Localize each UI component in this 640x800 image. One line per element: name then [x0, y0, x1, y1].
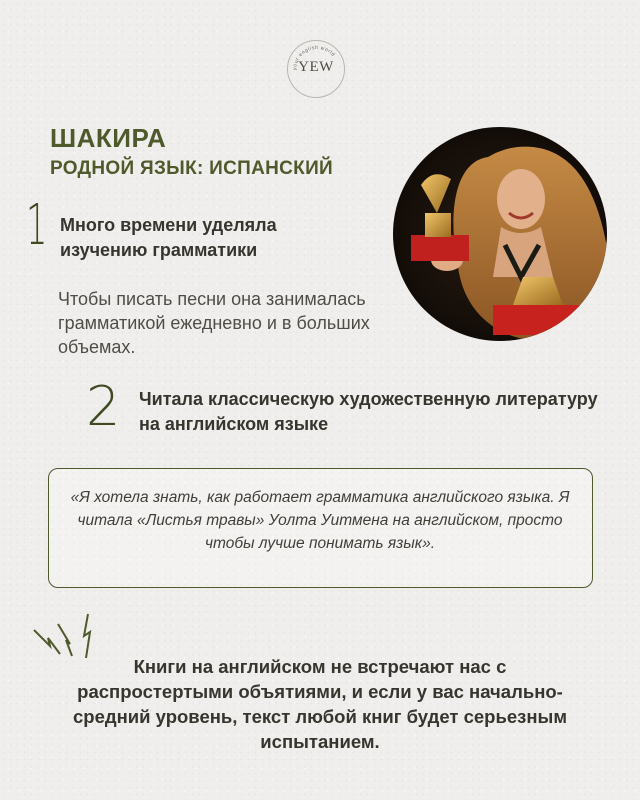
page-subtitle: РОДНОЙ ЯЗЫК: ИСПАНСКИЙ [50, 158, 333, 179]
portrait-illustration [393, 127, 607, 341]
quote-text: «Я хотела знать, как работает грамматика английского языка. Я читала «Листья травы» Уолта Уитмена на английском, просто чтобы лучше понимать язык». [70, 489, 570, 552]
point-1-heading: Много времени уделяла изучению грамматики [60, 215, 277, 260]
logo-mark: YEW [298, 59, 334, 75]
brand-logo [287, 40, 345, 98]
point-number-1: 1 [26, 193, 48, 258]
point-1-body: Чтобы писать песни она занималась грамматикой ежедневно и в больших объемах. [58, 289, 370, 357]
point-number-2: 2 [86, 375, 121, 438]
portrait-photo [393, 127, 607, 341]
logo-ring-text: your english world [291, 44, 337, 71]
page-title: ШАКИРА [50, 123, 167, 153]
conclusion-text: Книги на английском не встречают нас с распростертыми объятиями, и если у вас начально-средний уровень, текст любой книг будет серьезным испытанием. [72, 656, 568, 752]
point-2-heading: Читала классическую художественную литературу на английском языке [139, 389, 598, 434]
